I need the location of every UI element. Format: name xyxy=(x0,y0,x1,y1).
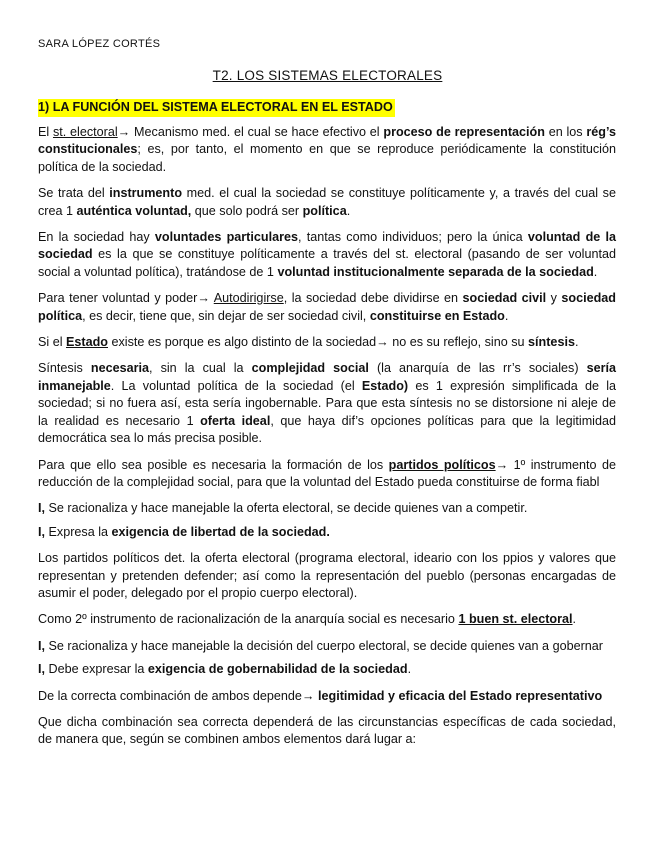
author-name: SARA LÓPEZ CORTÉS xyxy=(38,38,161,50)
paragraph-9: I, Expresa la exigencia de libertad de la sociedad. xyxy=(38,524,330,539)
document-body xyxy=(38,124,616,758)
paragraph-1: El st. electoral→ Mecanismo med. el cual se hace efectivo el proceso de representación en los rég’s constitucionales; es, por tanto, el momento en que se reproduce periódicamente la constitución política de la sociedad. xyxy=(38,125,617,174)
paragraph-4: Para tener voluntad y poder→ Autodirigirse, la sociedad debe dividirse en sociedad civil y sociedad política, es decir, tiene que, sin dejar de ser sociedad civil, constituirse en Estado. xyxy=(38,291,616,323)
paragraph-8: I, Se racionaliza y hace manejable la oferta electoral, se decide quienes van a competir. xyxy=(38,501,528,516)
section-heading: 1) LA FUNCIÓN DEL SISTEMA ELECTORAL EN EL ESTADO xyxy=(38,99,395,117)
paragraph-11: Como 2º instrumento de racionalización de la anarquía social es necesario 1 buen st. electoral. xyxy=(38,612,577,627)
paragraph-3: En la sociedad hay voluntades particulares, tantas como individuos; pero la única voluntad de la sociedad es la que se constituye políticamente a través del st. electoral (pasando de ser voluntad social a voluntad política), tratándose de 1 voluntad institucionalmente separada de la sociedad. xyxy=(38,230,617,279)
paragraph-6: Síntesis necesaria, sin la cual la complejidad social (la anarquía de las rr’s sociales) sería inmanejable. La voluntad política de la sociedad (el Estado) es 1 expresión simplificada de la sociedad; si no fuera así, esta sería ingobernable. Para que esta síntesis no se distorsione ni aleje de la realidad es necesario 1 oferta ideal, que haya dif’s opciones políticas para que la legitimidad democrática sea lo más precisa posible. xyxy=(38,361,617,446)
paragraph-13: I, Debe expresar la exigencia de gobernabilidad de la sociedad. xyxy=(38,662,412,677)
paragraph-12: I, Se racionaliza y hace manejable la decisión del cuerpo electoral, se decide quienes van a gobernar xyxy=(38,638,603,653)
paragraph-14: De la correcta combinación de ambos depende→ legitimidad y eficacia del Estado representativo xyxy=(38,688,603,703)
paragraph-15: Que dicha combinación sea correcta dependerá de las circunstancias específicas de cada sociedad, de manera que, según se combinen ambos elementos dará lugar a: xyxy=(38,714,616,747)
paragraph-7: Para que ello sea posible es necesaria la formación de los partidos políticos→ 1º instrumento de reducción de la complejidad social, para que la voluntad del Estado pueda constituirse de forma fiabl xyxy=(38,457,617,489)
paragraph-10: Los partidos políticos det. la oferta electoral (programa electoral, ideario con los ppios y valores que representan y pretenden defender; así como la representación del pueblo (personas encargadas de asumir el poder, delegado por el propio cuerpo electoral). xyxy=(38,551,616,600)
document-title: T2. LOS SISTEMAS ELECTORALES xyxy=(212,68,443,83)
paragraph-2: Se trata del instrumento med. el cual la sociedad se constituye políticamente y, a través del cual se crea 1 auténtica voluntad, que solo podrá ser política. xyxy=(38,186,616,218)
paragraph-5: Si el Estado existe es porque es algo distinto de la sociedad→ no es su reflejo, sino su síntesis. xyxy=(38,335,579,350)
